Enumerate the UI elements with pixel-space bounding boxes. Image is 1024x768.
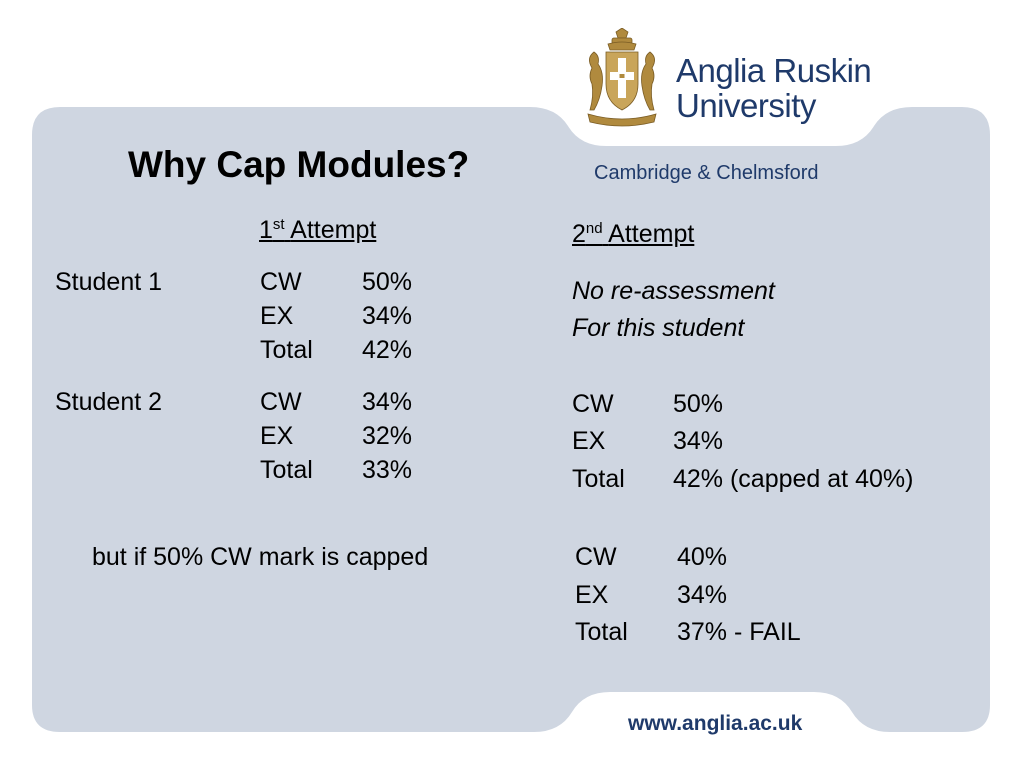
first-attempt-heading	[259, 216, 376, 245]
student-1-label: Student 1	[55, 268, 163, 296]
second-attempt-total-value: 42% (capped at 40%)	[673, 465, 914, 493]
student-1-cw-label: CW	[260, 268, 302, 296]
capped-total-value: 37% - FAIL	[677, 618, 801, 646]
capped-cw-value: 40%	[677, 543, 728, 571]
student-2-cw-label: CW	[260, 388, 302, 416]
student-1-ex-label: EX	[260, 302, 294, 330]
student-2-label: Student 2	[55, 388, 163, 416]
student-2-total-label: Total	[260, 456, 313, 484]
second-attempt-label: Attempt	[608, 220, 695, 248]
no-reassessment-line2: For this student	[572, 314, 745, 342]
student-2-total-value: 33%	[362, 456, 413, 484]
student-1-total-value: 42%	[362, 336, 413, 364]
capped-ex-value: 34%	[677, 581, 728, 609]
university-name-line1: Anglia Ruskin	[676, 52, 872, 89]
first-attempt-number: 1	[259, 216, 273, 244]
capped-note: but if 50% CW mark is capped	[92, 543, 429, 571]
second-attempt-heading	[572, 220, 694, 249]
university-subtitle: Cambridge & Chelmsford	[594, 162, 819, 184]
second-attempt-ex-value: 34%	[673, 427, 724, 455]
second-attempt-number: 2	[572, 220, 586, 248]
second-attempt-cw-label: CW	[572, 390, 614, 418]
first-attempt-ordinal: st	[272, 216, 285, 233]
capped-ex-label: EX	[575, 581, 609, 609]
student-1-ex-value: 34%	[362, 302, 413, 330]
website-link[interactable]: www.anglia.ac.uk	[628, 712, 803, 735]
no-reassessment-line1: No re-assessment	[572, 277, 775, 305]
student-1-total-label: Total	[260, 336, 313, 364]
capped-total-label: Total	[575, 618, 628, 646]
second-attempt-ordinal: nd	[585, 220, 603, 237]
student-2-ex-value: 32%	[362, 422, 413, 450]
second-attempt-ex-label: EX	[572, 427, 606, 455]
university-name-line2: University	[676, 87, 816, 124]
first-attempt-label: Attempt	[290, 216, 377, 244]
university-crest-logo	[582, 28, 662, 130]
second-attempt-cw-value: 50%	[673, 390, 724, 418]
student-2-cw-value: 34%	[362, 388, 413, 416]
slide-title: Why Cap Modules?	[128, 144, 470, 185]
student-1-cw-value: 50%	[362, 268, 413, 296]
second-attempt-total-label: Total	[572, 465, 625, 493]
student-2-ex-label: EX	[260, 422, 294, 450]
capped-cw-label: CW	[575, 543, 617, 571]
